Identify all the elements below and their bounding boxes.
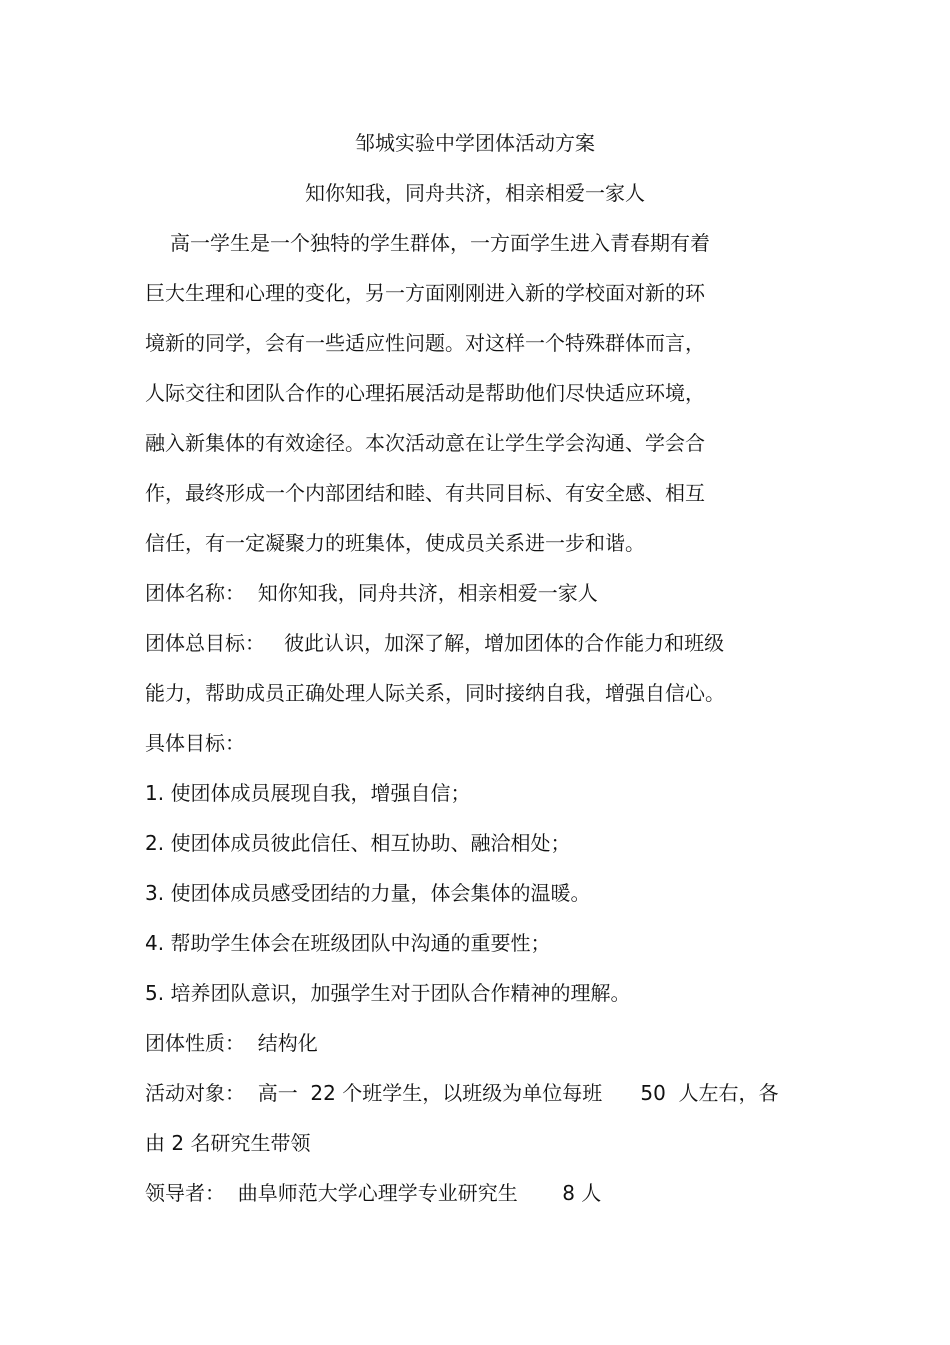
intro-line: 作，最终形成一个内部团结和睦、有共同目标、有安全感、相互 — [145, 481, 705, 505]
group-nature: 团体性质： 结构化 — [145, 1031, 318, 1055]
participants-line: 由 2 名研究生带领 — [145, 1131, 311, 1155]
leaders: 领导者： 曲阜师范大学心理学专业研究生 8 人 — [145, 1181, 602, 1205]
overall-goal-line: 团体总目标： 彼此认识，加深了解，增加团体的合作能力和班级 — [145, 631, 725, 655]
group-name: 团体名称： 知你知我，同舟共济，相亲相爱一家人 — [145, 581, 598, 605]
intro-line: 高一学生是一个独特的学生群体，一方面学生进入青春期有着 — [170, 231, 710, 255]
specific-goal-item: 2. 使团体成员彼此信任、相互协助、融洽相处； — [145, 831, 571, 855]
specific-goal-item: 1. 使团体成员展现自我，增强自信； — [145, 781, 471, 805]
intro-line: 境新的同学，会有一些适应性问题。对这样一个特殊群体而言， — [145, 331, 705, 355]
overall-goal-line: 能力，帮助成员正确处理人际关系，同时接纳自我，增强自信心。 — [145, 681, 725, 705]
intro-line: 融入新集体的有效途径。本次活动意在让学生学会沟通、学会合 — [145, 431, 705, 455]
specific-goals-heading: 具体目标： — [145, 731, 245, 755]
specific-goal-item: 3. 使团体成员感受团结的力量，体会集体的温暖。 — [145, 881, 591, 905]
specific-goal-item: 5. 培养团队意识，加强学生对于团队合作精神的理解。 — [145, 981, 631, 1005]
document-subtitle: 知你知我，同舟共济，相亲相爱一家人 — [305, 181, 645, 205]
specific-goal-item: 4. 帮助学生体会在班级团队中沟通的重要性； — [145, 931, 551, 955]
participants-line: 活动对象： 高一 22 个班学生，以班级为单位每班 50 人左右，各 — [145, 1081, 779, 1105]
intro-line: 巨大生理和心理的变化，另一方面刚刚进入新的学校面对新的环 — [145, 281, 705, 305]
document-title: 邹城实验中学团体活动方案 — [355, 131, 595, 155]
intro-line: 人际交往和团队合作的心理拓展活动是帮助他们尽快适应环境， — [145, 381, 705, 405]
intro-line: 信任，有一定凝聚力的班集体，使成员关系进一步和谐。 — [145, 531, 645, 555]
